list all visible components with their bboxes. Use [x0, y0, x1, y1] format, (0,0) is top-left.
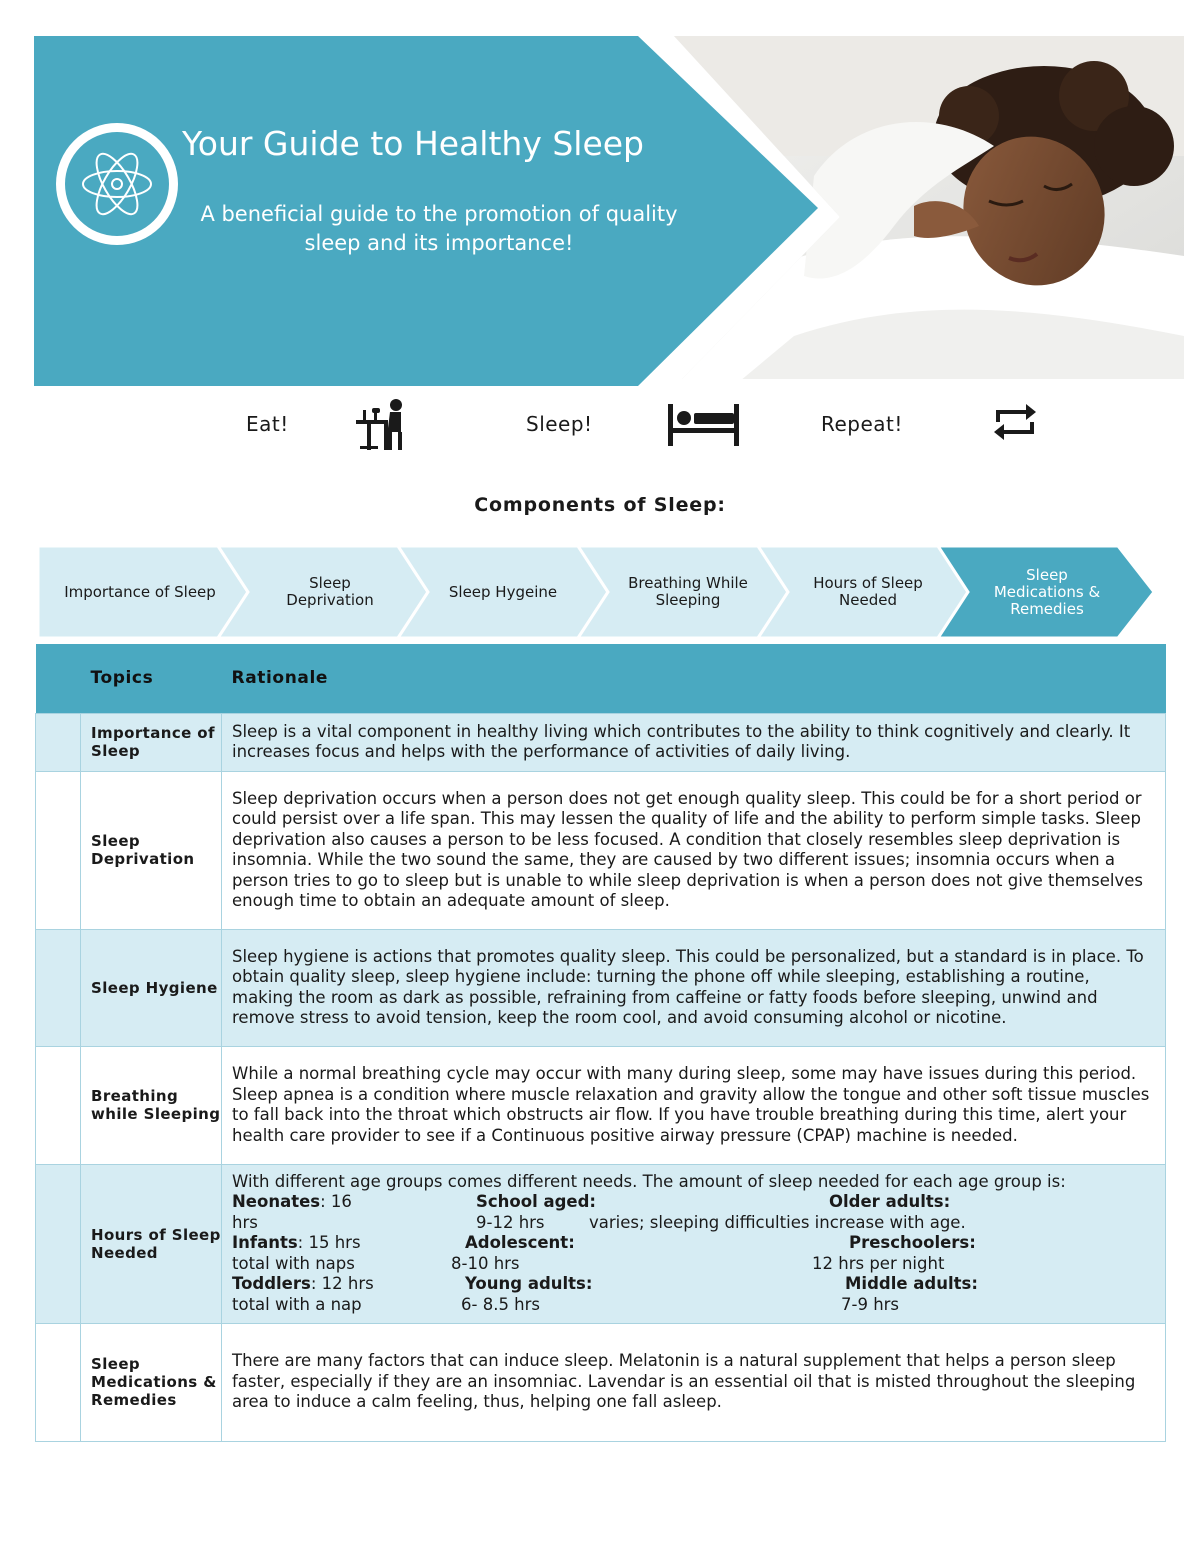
middle-label: Middle adults:: [845, 1274, 978, 1294]
topic-cell: Breathing while Sleeping: [81, 1046, 222, 1164]
adolescent-value: 8-10 hrs: [451, 1253, 520, 1273]
rationale-cell: Sleep hygiene is actions that promotes quality sleep. This could be personalized, but a standard is in place. To obtain quality sleep, sleep hygiene include: turning the phone off while sleeping, establishing a routine, making the room as dark as possible, refraining from caffeine or fatty foods before sleeping, unwind and remove stress to avoid tension, keep the room cool, and avoid consuming alcohol or nicotine.: [222, 929, 1166, 1046]
neonates-cont: hrs: [232, 1212, 258, 1232]
topics-header: Topics: [81, 644, 222, 713]
components-process: [38, 546, 1158, 638]
table-row: [36, 1323, 1166, 1441]
repeat-label: Repeat!: [821, 412, 903, 436]
table-row: [36, 1164, 1166, 1323]
infants-cont: total with naps: [232, 1253, 355, 1273]
preschool-label: Preschoolers:: [849, 1233, 976, 1253]
table-row: [36, 1046, 1166, 1164]
infants-value: : 15 hrs: [297, 1233, 361, 1253]
step-label: Sleep Medications & Remedies: [993, 565, 1101, 618]
step-label: Sleep Deprivation: [286, 574, 374, 609]
eat-label: Eat!: [246, 412, 289, 436]
topic-cell: Sleep Hygiene: [81, 929, 222, 1046]
older-value: varies; sleeping difficulties increase with age.: [589, 1212, 966, 1232]
middle-value: 7-9 hrs: [841, 1294, 900, 1314]
table-row: [36, 713, 1166, 771]
neonates-label: Neonates: [232, 1192, 321, 1212]
atom-icon: [77, 144, 157, 224]
rationale-cell: There are many factors that can induce sleep. Melatonin is a natural supplement that helps a person sleep faster, especially if they are an insomniac. Lavendar is an essential oil that is misted throughout the sleeping area to induce a calm feeling, thus, helping one fall asleep.: [222, 1323, 1166, 1441]
topic-cell: Hours of Sleep Needed: [81, 1164, 222, 1323]
components-heading: Components of Sleep:: [474, 494, 726, 516]
step-label: Sleep Hygeine: [448, 582, 558, 601]
young-label: Young adults:: [465, 1274, 593, 1294]
hours-intro: With different age groups comes different needs. The amount of sleep needed for each age group is:: [232, 1171, 1066, 1191]
toddlers-cont: total with a nap: [232, 1294, 362, 1314]
adolescent-label: Adolescent:: [465, 1233, 575, 1253]
topic-cell: Sleep Deprivation: [81, 771, 222, 929]
step-label: Hours of Sleep Needed: [813, 574, 923, 609]
rationale-header: Rationale: [222, 644, 1166, 713]
repeat-icon: [992, 404, 1038, 440]
school-value: 9-12 hrs: [476, 1212, 545, 1232]
toddlers-value: : 12 hrs: [310, 1274, 374, 1294]
page-title: Your Guide to Healthy Sleep: [182, 124, 644, 163]
topic-cell: Sleep Medications & Remedies: [81, 1323, 222, 1441]
preschool-value: 12 hrs per night: [812, 1253, 945, 1273]
table-row: [36, 771, 1166, 929]
rationale-cell: While a normal breathing cycle may occur with many during sleep, some may have issues during this period. Sleep apnea is a condition where muscle relaxation and gravity allow the tongue and other soft tissue muscles to fall back into the throat which obstructs air flow. If you have trouble breathing during this time, alert your health care provider to see if a Continuous positive airway pressure (CPAP) machine is needed.: [222, 1046, 1166, 1164]
sleep-label: Sleep!: [526, 412, 593, 436]
rationale-cell: Sleep is a vital component in healthy living which contributes to the ability to think cognitively and clearly. It increases focus and helps with the performance of activities of daily living.: [222, 713, 1166, 771]
header-banner: [34, 36, 1184, 386]
page-subtitle: A beneficial guide to the promotion of quality sleep and its importance!: [200, 202, 678, 255]
topic-cell: Importance of Sleep: [81, 713, 222, 771]
school-label: School aged:: [476, 1192, 597, 1212]
neonates-value: : 16: [320, 1192, 352, 1212]
bed-icon: [668, 404, 740, 446]
step-label: Breathing While Sleeping: [628, 574, 748, 609]
older-label: Older adults:: [829, 1192, 951, 1212]
logo-badge: [56, 123, 178, 245]
young-value: 6- 8.5 hrs: [461, 1294, 541, 1314]
dining-person-icon: [354, 398, 406, 452]
topics-table: [35, 644, 1166, 1442]
rationale-cell: Sleep deprivation occurs when a person does not get enough quality sleep. This could be for a short period or could persist over a life span. This may lessen the quality of life and the ability to perform simple tasks. Sleep deprivation also causes a person to be less focused. A condition that closely resembles sleep deprivation is insomnia. While the two sound the same, they are caused by two different issues; insomnia occurs when a person tries to go to sleep but is unable to while sleep deprivation is when a person does not give themselves enough time to obtain an adequate amount of sleep.: [222, 771, 1166, 929]
table-header-row: [36, 644, 1166, 713]
age-group-grid: [232, 1192, 1151, 1315]
table-row: [36, 929, 1166, 1046]
toddlers-label: Toddlers: [232, 1274, 311, 1294]
step-label: Importance of Sleep: [64, 582, 216, 601]
infants-label: Infants: [232, 1233, 298, 1253]
